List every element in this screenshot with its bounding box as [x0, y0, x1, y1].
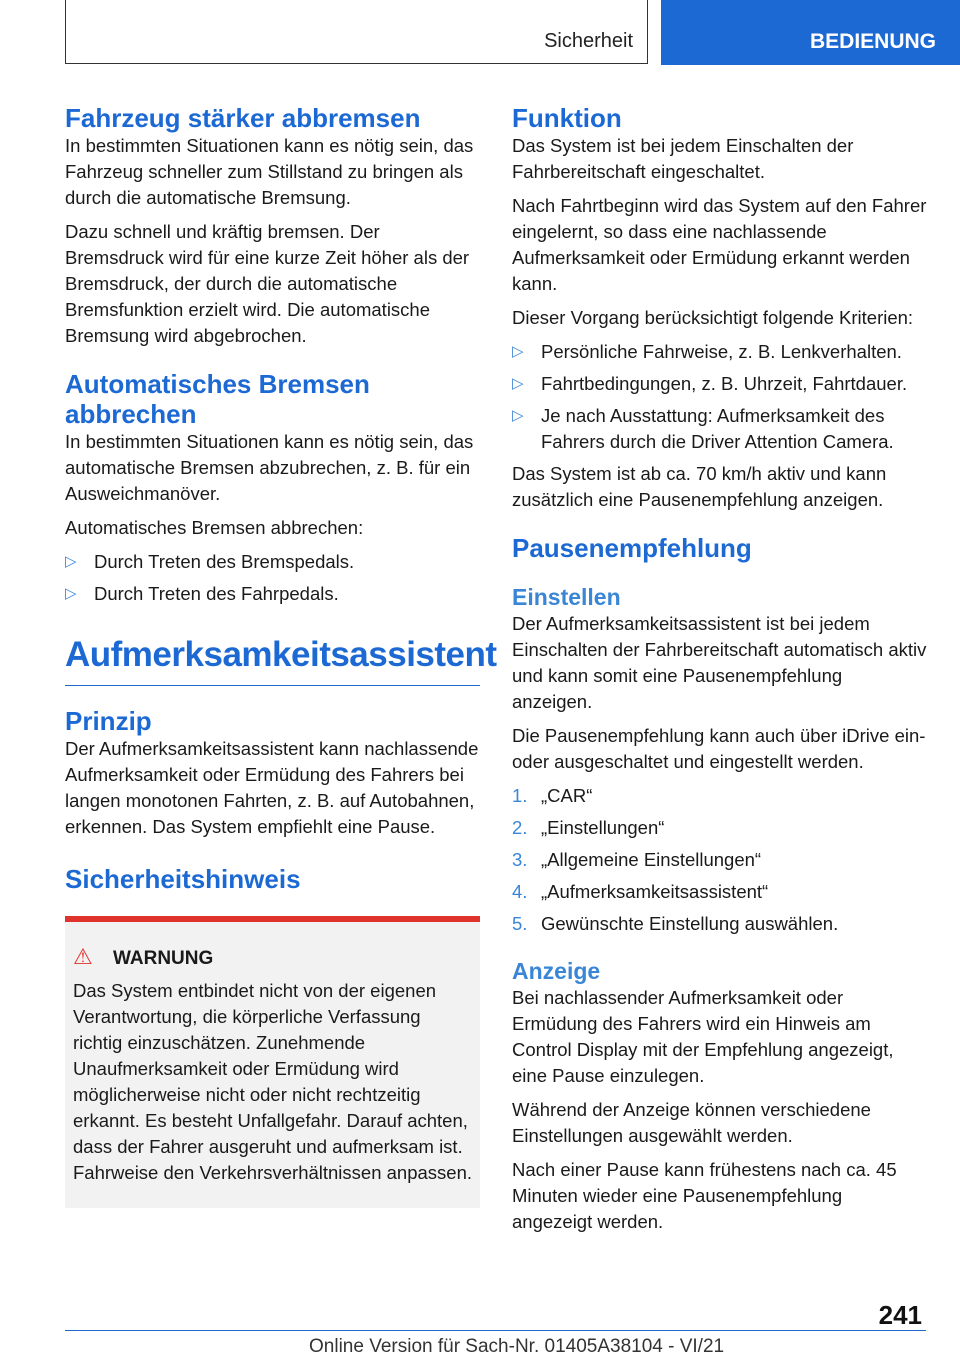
brake-paragraph-1: In bestimmten Situationen kann es nötig sein, das Fahrzeug schneller zum Stillstand zu bringen als durch die automatische Bremsung.: [65, 135, 474, 208]
header-chapter-tab: [661, 0, 960, 65]
page-number: 241: [878, 1300, 922, 1330]
abort-heading: Automatisches Bremsen abbrechen: [65, 369, 370, 429]
warning-box: [65, 916, 480, 1208]
safety-heading: Sicherheitshinweis: [65, 864, 301, 894]
display-paragraph-1: Bei nachlassender Aufmerksamkeit oder Ermüdung des Fahrers wird ein Hinweis am Control Display mit der Empfehlung angezeigt, eine Pause einzulegen.: [512, 987, 894, 1086]
principle-paragraph: Der Aufmerksamkeitsassistent kann nachlassende Aufmerksamkeit oder Ermüdung des Fahrers bei langen monotonen Fahrten, z. B. auf Autobahnen, erkennen. Das System empfiehlt eine Pause.: [65, 738, 479, 837]
triangle-bullet-icon: ▷: [65, 585, 77, 602]
list-item: ▷ Durch Treten des Bremspedals.: [65, 549, 480, 575]
abort-paragraph-1: In bestimmten Situationen kann es nötig sein, das automatische Bremsen abzubrechen, z. B. für ein Ausweichmanöver.: [65, 431, 474, 504]
abort-list: [65, 549, 480, 607]
function-paragraph-2: Nach Fahrtbeginn wird das System auf den Fahrer eingelernt, so dass eine nachlassende Aufmerksamkeit oder Ermüdung erkannt werden kann.: [512, 195, 927, 294]
function-paragraph-3: Dieser Vorgang berücksichtigt folgende Kriterien:: [512, 307, 914, 328]
settings-heading: Einstellen: [512, 584, 621, 610]
brake-heading: Fahrzeug stärker abbremsen: [65, 103, 421, 133]
settings-steps: [512, 783, 927, 937]
list-item: ▷ Fahrtbedingungen, z. B. Uhrzeit, Fahrtdauer.: [512, 371, 927, 397]
list-item: 3. „Allgemeine Einstellungen“: [512, 849, 762, 870]
footer-text: Online Version für Sach-Nr. 01405A38104 - VI/21: [309, 1336, 725, 1357]
list-item: ▷ Durch Treten des Fahrpedals.: [65, 581, 480, 607]
display-paragraph-3: Nach einer Pause kann frühestens nach ca. 45 Minuten wieder eine Pausenempfehlung angezeigt werden.: [512, 1159, 897, 1232]
display-paragraph-2: Während der Anzeige können verschiedene Einstellungen ausgewählt werden.: [512, 1099, 871, 1146]
triangle-bullet-icon: ▷: [512, 343, 524, 360]
settings-paragraph-2: Die Pausenempfehlung kann auch über iDrive ein- oder ausgeschaltet und eingestellt werden.: [512, 725, 926, 772]
brake-paragraph-2: Dazu schnell und kräftig bremsen. Der Bremsdruck wird für eine kurze Zeit höher als der Bremsdruck, der durch die automatische Bremsfunktion erzielt wird. Die automatische Bremsung wird abgebrochen.: [65, 221, 470, 346]
header-section-label: Sicherheit: [544, 30, 633, 52]
header-chapter-label: BEDIENUNG: [810, 30, 937, 53]
list-item: ▷ Je nach Ausstattung: Aufmerksamkeit des Fahrers durch die Driver Attention Camera.: [512, 405, 894, 452]
triangle-bullet-icon: ▷: [65, 553, 77, 570]
principle-heading: Prinzip: [65, 706, 152, 736]
warning-text: Das System entbindet nicht von der eigenen Verantwortung, die körperliche Verfassung richtig einzuschätzen. Zunehmende Unaufmerksamkeit oder Ermüdung wird möglicherweise nicht oder nicht rechtzeitig erkannt. Es besteht Unfallgefahr. Darauf achten, dass der Fahrer ausgeruht und aufmerksam ist. Fahrweise den Verkehrsverhältnissen anpassen.: [73, 980, 473, 1183]
footer-divider: [65, 1330, 926, 1331]
function-paragraph-4: Das System ist ab ca. 70 km/h aktiv und kann zusätzlich eine Pausenempfehlung anzeigen.: [512, 463, 887, 510]
warning-label: WARNUNG: [113, 948, 214, 969]
criteria-list: [512, 339, 927, 455]
main-title: Aufmerksamkeitsassistent: [65, 635, 497, 674]
list-item: 1. „CAR“: [512, 785, 593, 806]
main-title-block: [65, 635, 497, 686]
list-item: ▷ Persönliche Fahrweise, z. B. Lenkverhalten.: [512, 339, 927, 365]
settings-paragraph-1: Der Aufmerksamkeitsassistent ist bei jedem Einschalten der Fahrbereitschaft automatisch aktiv und kann somit eine Pausenempfehlung anzeigen.: [512, 613, 927, 712]
triangle-bullet-icon: ▷: [512, 375, 524, 392]
header-section-tab: [65, 0, 648, 64]
pause-heading: Pausenempfehlung: [512, 533, 752, 563]
list-item: 5. Gewünschte Einstellung auswählen.: [512, 913, 839, 934]
abort-paragraph-2: Automatisches Bremsen abbrechen:: [65, 517, 364, 538]
function-heading: Funktion: [512, 103, 622, 133]
display-heading: Anzeige: [512, 958, 601, 984]
list-item: 4. „Aufmerksamkeitsassistent“: [512, 881, 769, 902]
right-column: [512, 103, 927, 1243]
triangle-bullet-icon: ▷: [512, 407, 524, 424]
list-item: 2. „Einstellungen“: [512, 817, 665, 838]
function-paragraph-1: Das System ist bei jedem Einschalten der Fahrbereitschaft eingeschaltet.: [512, 135, 854, 182]
left-column: [65, 103, 497, 1208]
warning-triangle-icon: ⚠: [73, 944, 93, 969]
